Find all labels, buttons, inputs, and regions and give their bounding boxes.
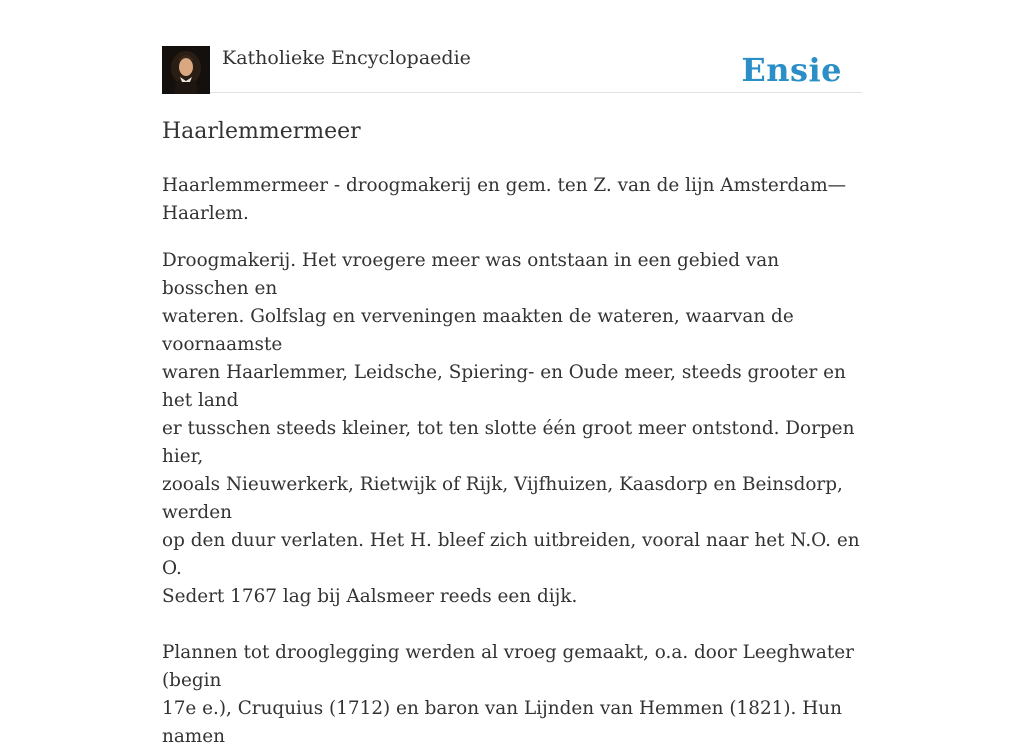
source-header xyxy=(162,0,862,93)
article-paragraph: Droogmakerij. Het vroegere meer was ontstaan in een gebied van bosschen en wateren. Golfslag en verveningen maakten de wateren, waarvan de voornaamste waren Haarlemmer, Leidsche, Spiering- en Oude meer, steeds grooter en het land er tusschen steeds kleiner, tot ten slotte één groot meer ontstond. Dorpen hier, zooals Nieuwerkerk, Rietwijk of Rijk, Vijfhuizen, Kaasdorp en Beinsdorp, werden op den duur verlaten. Het H. bleef zich uitbreiden, vooral naar het N.O. en O. Sedert 1767 lag bij Aalsmeer reeds een dijk. Plannen tot drooglegging werden al vroeg gemaakt, o.a. door Leeghwater (begin 17e e.), Cruquius (1712) en baron van Lijnden van Hemmen (1821). Hun namen xyxy=(162,250,860,747)
page-title: Haarlemmermeer xyxy=(162,119,361,144)
source-title[interactable]: Katholieke Encyclopaedie xyxy=(222,47,471,69)
article-paragraph: Haarlemmermeer - droogmakerij en gem. ten Z. van de lijn Amsterdam— Haarlem. xyxy=(162,175,847,224)
portrait-avatar-icon[interactable] xyxy=(162,46,210,94)
ensie-logo[interactable]: Ensie xyxy=(741,51,842,89)
article-container xyxy=(162,0,862,751)
